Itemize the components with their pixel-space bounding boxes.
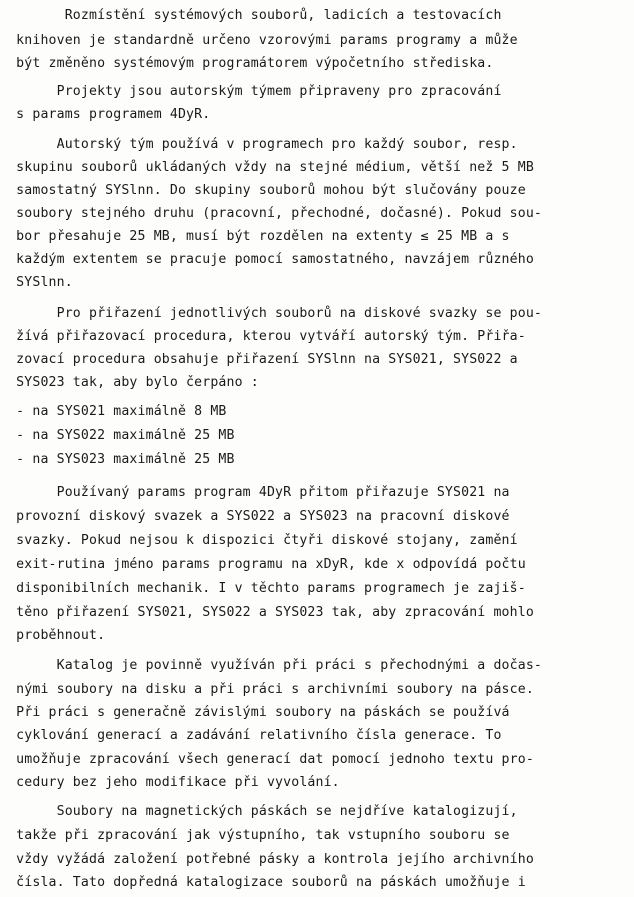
text-line: Pro přiřazení jednotlivých souborů na diskové svazky se pou- [0, 306, 542, 321]
text-line: skupinu souborů ukládaných vždy na stejné médium, větší než 5 MB [0, 160, 534, 175]
text-line: svazky. Pokud nejsou k dispozici čtyři diskové stojany, zamění [0, 533, 518, 548]
text-line: Používaný params program 4DyR přitom přiřazuje SYS021 na [0, 485, 510, 500]
text-line: samostatný SYSlnn. Do skupiny souborů mohou být slučovány pouze [0, 183, 526, 198]
text-line: Při práci s generačně závislými soubory na páskách se používá [0, 705, 510, 720]
text-line: nými soubory na disku a při práci s archivními soubory na pásce. [0, 682, 534, 697]
text-line: čísla. Tato dopředná katalogizace souborů na páskách umožňuje i [0, 875, 526, 890]
text-line: cyklování generací a zadávání relativního čísla generace. To [0, 728, 502, 743]
text-line: každým extentem se pracuje pomocí samostatného, navzájem různého [0, 252, 534, 267]
text-line: provozní diskový svazek a SYS022 a SYS023 na pracovní diskové [0, 509, 510, 524]
text-line: exit-rutina jméno params programu na xDyR, kde x odpovídá počtu [0, 557, 526, 572]
text-line: takže při zpracování jak výstupního, tak vstupního souboru se [0, 828, 510, 843]
text-line: SYS023 tak, aby bylo čerpáno : [0, 375, 259, 390]
text-line: Rozmístění systémových souborů, ladicích a testovacích [0, 8, 502, 23]
text-line: disponibilních mechanik. I v těchto params programech je zajiš- [0, 581, 526, 596]
list-item: - na SYS021 maximálně 8 MB [0, 404, 227, 419]
text-line: s params programem 4DyR. [0, 107, 211, 122]
text-line: být změněno systémovým programátorem výpočetního střediska. [0, 56, 494, 71]
text-line: Katalog je povinně využíván při práci s přechodnými a dočas- [0, 658, 542, 673]
text-line: Soubory na magnetických páskách se nejdříve katalogizují, [0, 804, 518, 819]
list-item: - na SYS023 maximálně 25 MB [0, 452, 235, 467]
text-line: proběhnout. [0, 628, 106, 643]
text-line: knihoven je standardně určeno vzorovými params programy a může [0, 33, 518, 48]
text-line: SYSlnn. [0, 275, 73, 290]
text-line: vždy vyžádá založení potřebné pásky a kontrola jejího archivního [0, 852, 534, 867]
text-line: soubory stejného druhu (pracovní, přechodné, dočasné). Pokud sou- [0, 206, 542, 221]
text-line: Autorský tým používá v programech pro každý soubor, resp. [0, 137, 518, 152]
text-line: těno přiřazení SYS021, SYS022 a SYS023 tak, aby zpracování mohlo [0, 605, 534, 620]
text-line: zovací procedura obsahuje přiřazení SYSlnn na SYS021, SYS022 a [0, 352, 518, 367]
text-line: umožňuje zpracování všech generací dat pomocí jednoho textu pro- [0, 752, 534, 767]
text-line: Projekty jsou autorským týmem připraveny pro zpracování [0, 84, 502, 99]
list-item: - na SYS022 maximálně 25 MB [0, 428, 235, 443]
text-line: cedury bez jeho modifikace při vyvolání. [0, 775, 340, 790]
text-line: žívá přiřazovací procedura, kterou vytváří autorský tým. Přiřa- [0, 329, 526, 344]
text-line: bor přesahuje 25 MB, musí být rozdělen na extenty ≤ 25 MB a s [0, 229, 510, 244]
